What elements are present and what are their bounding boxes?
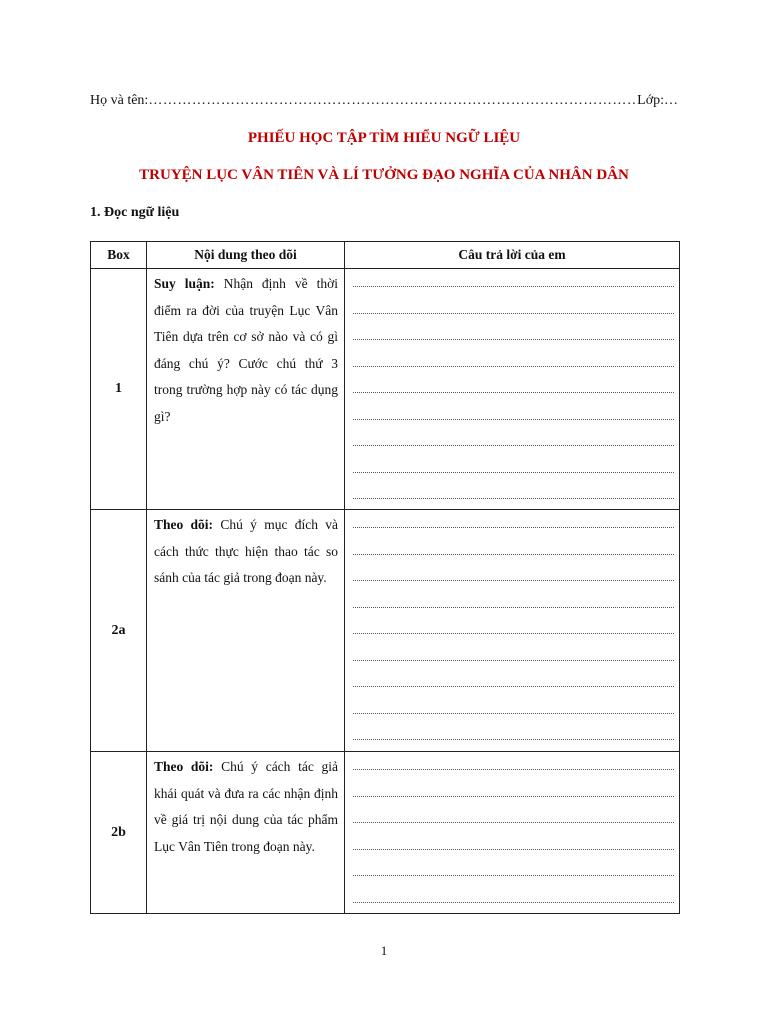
answer-line[interactable] bbox=[353, 555, 674, 582]
answer-line[interactable] bbox=[353, 714, 674, 741]
header-answer: Câu trả lời của em bbox=[345, 242, 680, 269]
header-box: Box bbox=[91, 242, 147, 269]
answer-line[interactable] bbox=[353, 367, 674, 394]
answer-area[interactable] bbox=[345, 510, 680, 752]
answer-line[interactable] bbox=[353, 420, 674, 447]
box-number: 2a bbox=[91, 510, 147, 752]
answer-line[interactable] bbox=[353, 661, 674, 688]
answer-line[interactable] bbox=[353, 287, 674, 314]
answer-line[interactable] bbox=[353, 823, 674, 850]
box-number: 2b bbox=[91, 752, 147, 914]
answer-line[interactable] bbox=[353, 687, 674, 714]
section-heading: 1. Đọc ngữ liệu bbox=[90, 205, 180, 220]
header-content: Nội dung theo dõi bbox=[147, 242, 345, 269]
table-row bbox=[91, 752, 680, 914]
content-text: Chú ý mục đích và cách thức thực hiện thao tác so sánh của tác giả trong đoạn này. bbox=[154, 517, 339, 585]
answer-line[interactable] bbox=[353, 446, 674, 473]
answer-line[interactable] bbox=[353, 797, 674, 824]
table-row bbox=[91, 510, 680, 752]
content-text: Nhận định về thời điểm ra đời của truyện Lục Vân Tiên dựa trên cơ sở nào và có gì đáng chú ý? Cước chú thứ 3 trong trường hợp này có tác dụng gì? bbox=[154, 276, 338, 424]
answer-line[interactable] bbox=[353, 608, 674, 635]
tracking-content bbox=[147, 269, 345, 510]
name-fill-dots bbox=[148, 93, 637, 109]
box-number: 1 bbox=[91, 269, 147, 510]
content-label: Theo dõi: bbox=[154, 517, 214, 532]
answer-line[interactable] bbox=[353, 752, 674, 770]
worksheet-table bbox=[90, 241, 680, 914]
content-text: Chú ý cách tác giả khái quát và đưa ra các nhận định về giá trị nội dung của tác phẩm Lục Vân Tiên trong đoạn này. bbox=[154, 759, 338, 854]
student-info-line bbox=[90, 93, 678, 109]
answer-line[interactable] bbox=[353, 528, 674, 555]
answer-line[interactable] bbox=[353, 473, 674, 500]
answer-line[interactable] bbox=[353, 634, 674, 661]
answer-area[interactable] bbox=[345, 752, 680, 914]
table-header-row bbox=[91, 242, 680, 269]
content-label: Suy luận: bbox=[154, 276, 215, 291]
answer-area[interactable] bbox=[345, 269, 680, 510]
answer-line[interactable] bbox=[353, 340, 674, 367]
class-label: Lớp:… bbox=[637, 93, 678, 108]
answer-line[interactable] bbox=[353, 876, 674, 903]
worksheet-subtitle: TRUYỆN LỤC VÂN TIÊN VÀ LÍ TƯỞNG ĐẠO NGHĨA CỦA NHÂN DÂN bbox=[139, 167, 629, 183]
content-label: Theo dõi: bbox=[154, 759, 214, 774]
answer-line[interactable] bbox=[353, 314, 674, 341]
answer-line[interactable] bbox=[353, 269, 674, 287]
worksheet-title: PHIẾU HỌC TẬP TÌM HIỂU NGỮ LIỆU bbox=[247, 130, 521, 146]
answer-line[interactable] bbox=[353, 510, 674, 528]
answer-line[interactable] bbox=[353, 393, 674, 420]
table-row bbox=[91, 269, 680, 510]
name-label: Họ và tên: bbox=[90, 93, 149, 108]
tracking-content bbox=[147, 752, 345, 914]
answer-line[interactable] bbox=[353, 581, 674, 608]
page-number: 1 bbox=[380, 943, 388, 958]
answer-line[interactable] bbox=[353, 770, 674, 797]
answer-line[interactable] bbox=[353, 850, 674, 877]
tracking-content bbox=[147, 510, 345, 752]
